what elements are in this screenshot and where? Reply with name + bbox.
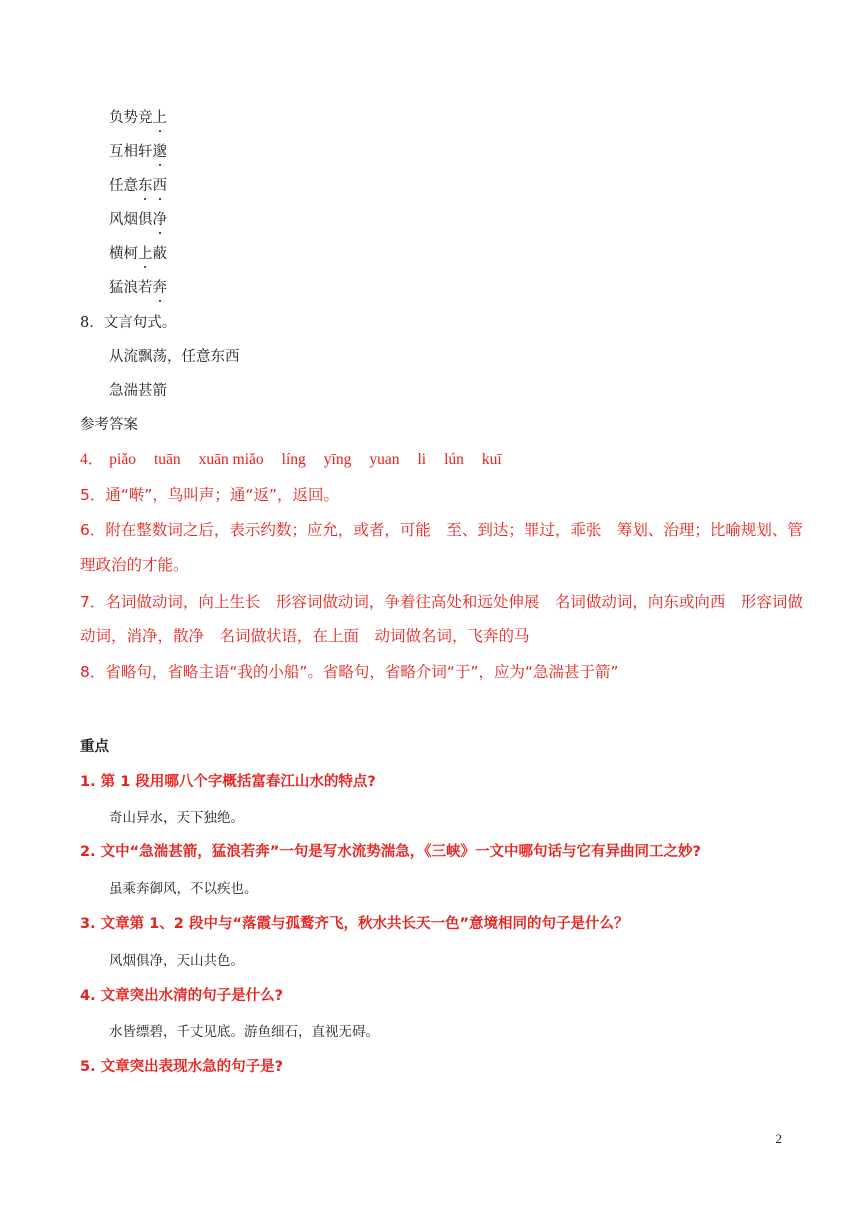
question-3: 3. 文章第 1、2 段中与“落霞与孤鹜齐飞，秋水共长天一色”意境相同的句子是什么？ bbox=[80, 916, 629, 932]
section8-item: 急湍甚箭 bbox=[109, 383, 167, 399]
vocab-item: 互相轩邈 bbox=[109, 144, 167, 160]
answer-8: 8．省略句，省略主语“我的小船”。省略句，省略介词“于”，应为“急湍甚于箭” bbox=[80, 663, 619, 681]
question-2-answer: 虽乘奔御风，不以疾也。 bbox=[109, 881, 258, 897]
answer-4 bbox=[80, 450, 502, 470]
keypoints-title: 重点 bbox=[80, 739, 109, 755]
pinyin-item: lún bbox=[444, 451, 464, 468]
question-1-answer: 奇山异水，天下独绝。 bbox=[109, 810, 244, 826]
answer-6-line1: 6．附在整数词之后，表示约数；应允，或者，可能 至、到达；罪过，乖张 筹划、治理；比喻规划、管 bbox=[80, 521, 803, 539]
pinyin-item: yuan bbox=[369, 451, 400, 468]
question-2: 2. 文中“急湍甚箭，猛浪若奔”一句是写水流势湍急，《三峡》一文中哪句话与它有异曲同工之妙? bbox=[80, 844, 701, 860]
vocab-item: 任意东西 bbox=[109, 178, 167, 194]
answer-7-line2: 动词，消净，散净 名词做状语，在上面 动词做名词，飞奔的马 bbox=[80, 627, 530, 645]
pinyin-item: líng bbox=[281, 451, 306, 468]
question-1: 1. 第 1 段用哪八个字概括富春江山水的特点? bbox=[80, 774, 376, 790]
pinyin-item: piǎo bbox=[109, 451, 136, 468]
section8-title: 8．文言句式。 bbox=[80, 315, 177, 331]
vocab-item: 横柯上蔽 bbox=[109, 246, 167, 262]
pinyin-item: li bbox=[417, 451, 427, 468]
answers-title: 参考答案 bbox=[80, 417, 138, 433]
answer-5: 5．通“啭”，鸟叫声；通“返”，返回。 bbox=[80, 486, 339, 504]
section8-item: 从流飘荡，任意东西 bbox=[109, 349, 240, 365]
answer-7-line1: 7．名词做动词，向上生长 形容词做动词，争着往高处和远处伸展 名词做动词，向东或向西 形容词做 bbox=[80, 593, 803, 611]
question-3-answer: 风烟俱净，天山共色。 bbox=[109, 953, 244, 969]
question-5: 5. 文章突出表现水急的句子是? bbox=[80, 1059, 284, 1075]
pinyin-item: tuān bbox=[153, 451, 181, 468]
question-4: 4. 文章突出水清的句子是什么? bbox=[80, 988, 284, 1004]
answer-6-line2: 理政治的才能。 bbox=[80, 556, 189, 574]
vocab-item: 猛浪若奔 bbox=[109, 280, 167, 296]
pinyin-item: kuī bbox=[481, 451, 502, 468]
answer-4-label: 4． bbox=[80, 451, 104, 468]
pinyin-item: yīng bbox=[323, 451, 352, 468]
pinyin-item: xuān miǎo bbox=[198, 451, 264, 468]
vocab-item: 风烟俱净 bbox=[109, 212, 167, 228]
question-4-answer: 水皆缥碧，千丈见底。游鱼细石，直视无碍。 bbox=[109, 1024, 379, 1040]
vocab-item: 负势竞上 bbox=[109, 110, 167, 126]
page-number: 2 bbox=[775, 1131, 782, 1146]
